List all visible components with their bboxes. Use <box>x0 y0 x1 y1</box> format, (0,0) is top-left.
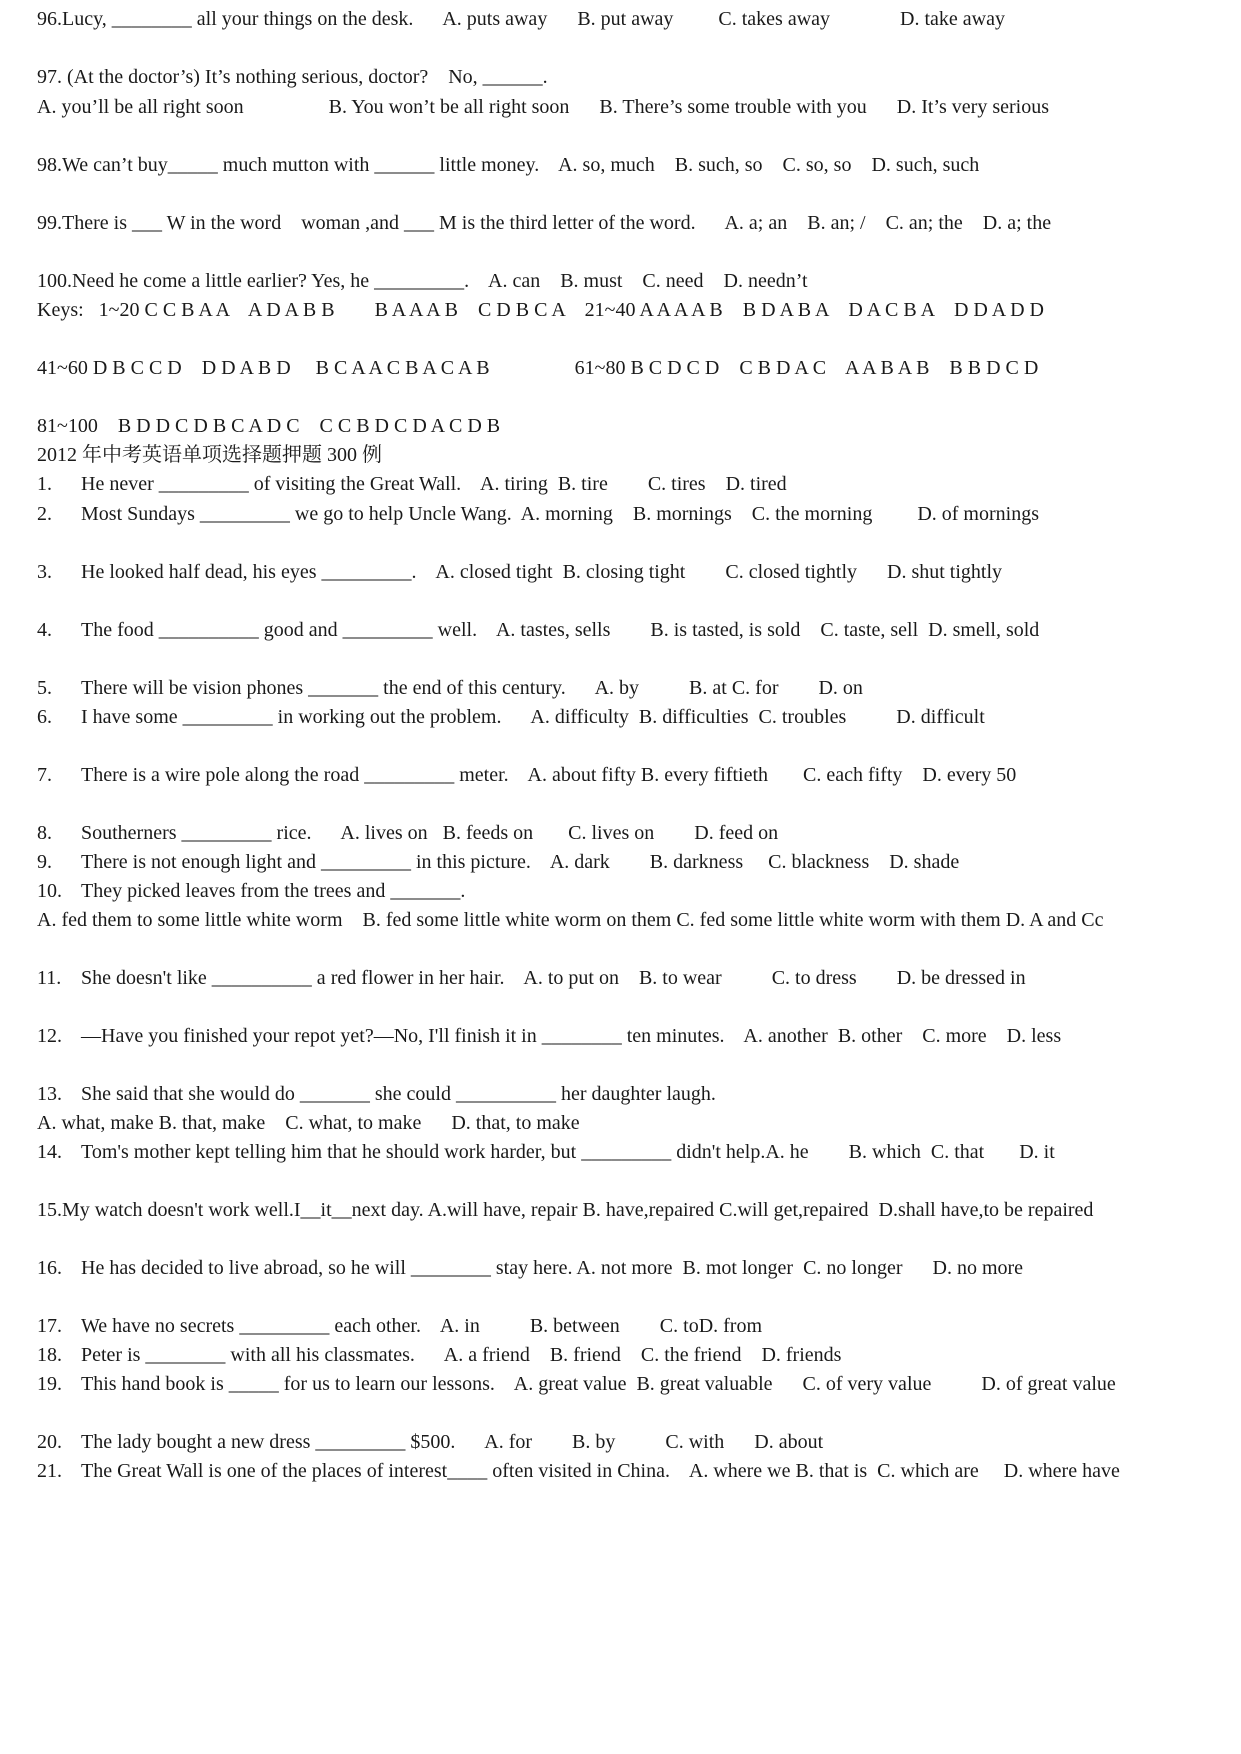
question-8 <box>37 821 778 845</box>
line-text: —Have you finished your repot yet?—No, I'll finish it in ________ ten minutes. A. another B. other C. more D. less <box>81 1025 1062 1047</box>
line-text: Tom's mother kept telling him that he should work harder, but _________ didn't help.A. he B. which C. that D. it <box>81 1141 1055 1163</box>
section-title <box>37 443 382 467</box>
line-text: This hand book is _____ for us to learn our lessons. A. great value B. great valuable C. of very value D. of great value <box>81 1373 1116 1395</box>
question-19 <box>37 1372 1116 1396</box>
line-text: There is a wire pole along the road _________ meter. A. about fifty B. every fiftieth C. each fifty D. every 50 <box>81 764 1017 786</box>
answer-keys-1 <box>37 298 1044 322</box>
line-text: The food __________ good and _________ well. A. tastes, sells B. is tasted, is sold C. taste, sell D. smell, sold <box>81 619 1040 641</box>
question-16 <box>37 1256 1023 1280</box>
line-text: 98.We can’t buy_____ much mutton with ______ little money. A. so, much B. such, so C. so, so D. such, such <box>37 154 980 176</box>
line-text: The Great Wall is one of the places of interest____ often visited in China. A. where we B. that is C. which are D. where have <box>81 1460 1120 1482</box>
question-100 <box>37 269 808 293</box>
line-text: Southerners _________ rice. A. lives on B. feeds on C. lives on D. feed on <box>81 822 779 844</box>
item-number: 18. <box>37 1344 62 1366</box>
item-number: 1. <box>37 473 52 495</box>
item-number: 5. <box>37 677 52 699</box>
item-number: 6. <box>37 706 52 728</box>
line-text: There will be vision phones _______ the end of this century. A. by B. at C. for D. on <box>81 677 863 699</box>
line-text: Peter is ________ with all his classmates. A. a friend B. friend C. the friend D. friends <box>81 1344 842 1366</box>
line-text: 2012 年中考英语单项选择题押题 300 例 <box>37 444 382 466</box>
line-text: Keys: 1~20 C C B A A A D A B B B A A A B C D B C A 21~40 A A A A B B D A B A D A C B A D D A D D <box>37 299 1044 321</box>
question-10 <box>37 879 465 903</box>
question-13-options <box>37 1111 580 1135</box>
question-1 <box>37 472 787 496</box>
question-9 <box>37 850 959 874</box>
line-text: A. you’ll be all right soon B. You won’t be all right soon B. There’s some trouble with you D. It’s very serious <box>37 96 1049 118</box>
question-10-options <box>37 908 1104 932</box>
line-text: I have some _________ in working out the problem. A. difficulty B. difficulties C. troubles D. difficult <box>81 706 985 728</box>
line-text: Most Sundays _________ we go to help Uncle Wang. A. morning B. mornings C. the morning D. of mornings <box>81 503 1039 525</box>
question-13 <box>37 1082 716 1106</box>
question-4 <box>37 618 1039 642</box>
question-5 <box>37 676 863 700</box>
line-text: 96.Lucy, ________ all your things on the desk. A. puts away B. put away C. takes away D. take away <box>37 8 1005 30</box>
item-number: 3. <box>37 561 52 583</box>
line-text: A. what, make B. that, make C. what, to make D. that, to make <box>37 1112 580 1134</box>
line-text: The lady bought a new dress _________ $500. A. for B. by C. with D. about <box>81 1431 824 1453</box>
question-17 <box>37 1314 762 1338</box>
item-number: 17. <box>37 1315 62 1337</box>
item-number: 16. <box>37 1257 62 1279</box>
question-6 <box>37 705 985 729</box>
line-text: 99.There is ___ W in the word woman ,and ___ M is the third letter of the word. A. a; an B. an; / C. an; the D. a; the <box>37 212 1052 234</box>
item-number: 13. <box>37 1083 62 1105</box>
question-99 <box>37 211 1051 235</box>
item-number: 8. <box>37 822 52 844</box>
question-97-options <box>37 95 1049 119</box>
answer-keys-2 <box>37 356 1038 380</box>
question-98 <box>37 153 979 177</box>
item-number: 7. <box>37 764 52 786</box>
line-text: We have no secrets _________ each other. A. in B. between C. toD. from <box>81 1315 763 1337</box>
line-text: 100.Need he come a little earlier? Yes, he _________. A. can B. must C. need D. needn’t <box>37 270 808 292</box>
item-number: 11. <box>37 967 62 989</box>
question-12 <box>37 1024 1061 1048</box>
item-number: 12. <box>37 1025 62 1047</box>
line-text: 15.My watch doesn't work well.I__it__next day. A.will have, repair B. have,repaired C.will get,repaired D.shall have,to be repaired <box>37 1199 1094 1221</box>
question-20 <box>37 1430 823 1454</box>
item-number: 14. <box>37 1141 62 1163</box>
question-11 <box>37 966 1026 990</box>
item-number: 21. <box>37 1460 62 1482</box>
question-2 <box>37 502 1039 526</box>
item-number: 10. <box>37 880 62 902</box>
item-number: 2. <box>37 503 52 525</box>
line-text: A. fed them to some little white worm B. fed some little white worm on them C. fed some little white worm with them D. A and Cc <box>37 909 1104 931</box>
answer-keys-3 <box>37 414 500 438</box>
line-text: They picked leaves from the trees and _______. <box>81 880 466 902</box>
line-text: He has decided to live abroad, so he will ________ stay here. A. not more B. mot longer C. no longer D. no more <box>81 1257 1024 1279</box>
question-18 <box>37 1343 841 1367</box>
question-14 <box>37 1140 1055 1164</box>
line-text: She doesn't like __________ a red flower in her hair. A. to put on B. to wear C. to dress D. be dressed in <box>81 967 1026 989</box>
question-21 <box>37 1459 1120 1483</box>
line-text: He never _________ of visiting the Great Wall. A. tiring B. tire C. tires D. tired <box>81 473 787 495</box>
line-text: 41~60 D B C C D D D A B D B C A A C B A C A B 61~80 B C D C D C B D A C A A B A B B B D C D <box>37 357 1039 379</box>
line-text: 81~100 B D D C D B C A D C C C B D C D A C D B <box>37 415 501 437</box>
line-text: 97. (At the doctor’s) It’s nothing serious, doctor? No, ______. <box>37 66 548 88</box>
question-15 <box>37 1198 1093 1222</box>
line-text: There is not enough light and _________ in this picture. A. dark B. darkness C. blackness D. shade <box>81 851 960 873</box>
item-number: 9. <box>37 851 52 873</box>
item-number: 4. <box>37 619 52 641</box>
question-3 <box>37 560 1002 584</box>
item-number: 19. <box>37 1373 62 1395</box>
question-7 <box>37 763 1016 787</box>
question-97 <box>37 65 548 89</box>
item-number: 20. <box>37 1431 62 1453</box>
line-text: He looked half dead, his eyes _________. A. closed tight B. closing tight C. closed tightly D. shut tightly <box>81 561 1003 583</box>
line-text: She said that she would do _______ she could __________ her daughter laugh. <box>81 1083 716 1105</box>
question-96 <box>37 7 1005 31</box>
